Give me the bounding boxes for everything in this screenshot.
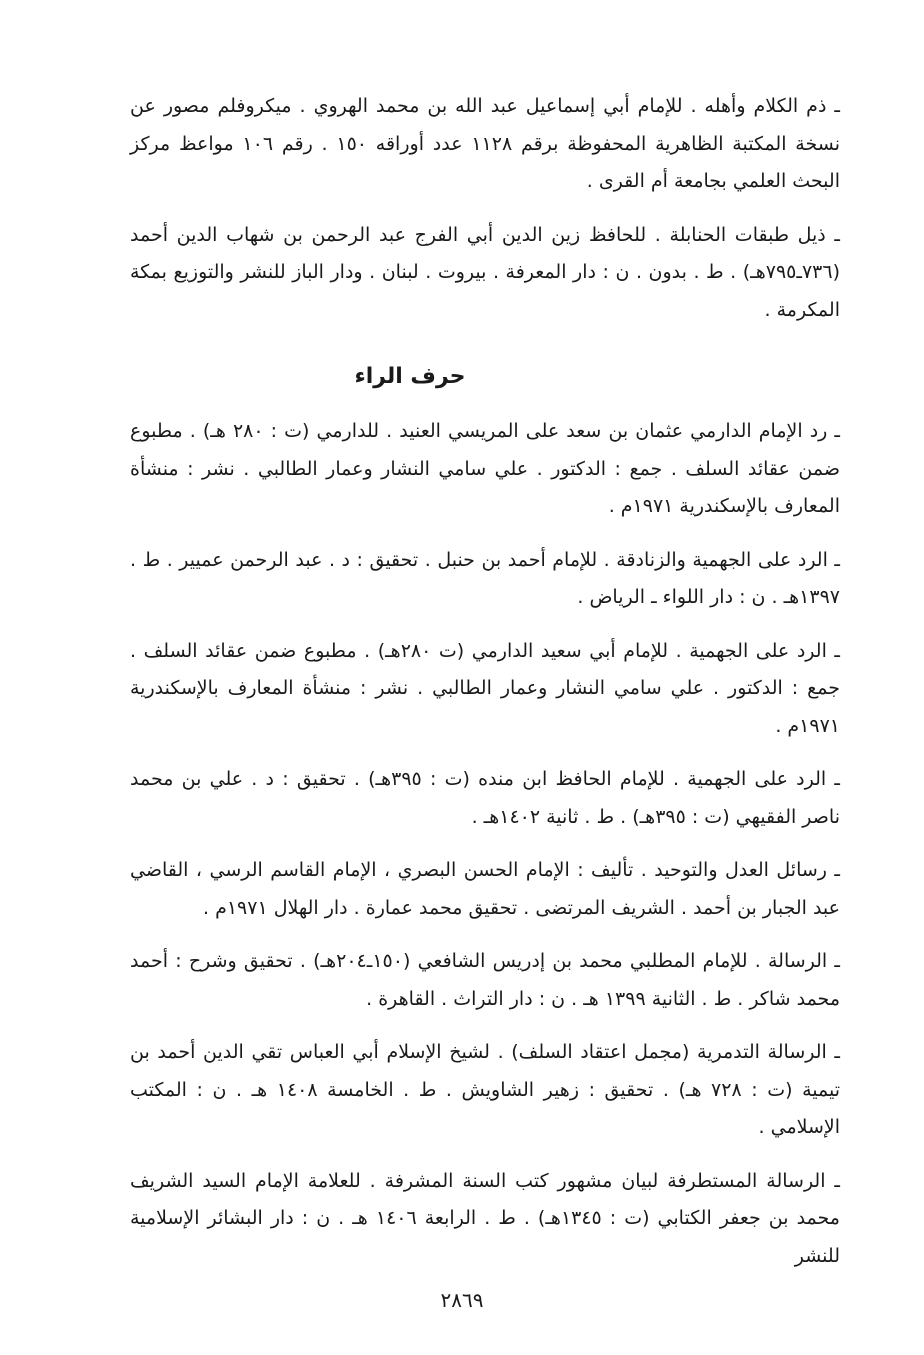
bibliography-entry: ـ الرد على الجهمية . للإمام أبي سعيد الدارمي (ت ٢٨٠هـ) . مطبوع ضمن عقائد السلف . جمع : الدكتور . علي سامي النشار وعمار الطالبي . نشر : منشأة المعارف بالإسكندرية ١٩٧١م . [130, 639, 840, 737]
bibliography-entry: ـ الرسالة المستطرفة لبيان مشهور كتب السنة المشرفة . للعلامة الإمام السيد الشريف محمد بن جعفر الكتابي (ت : ١٣٤٥هـ) . ط . الرابعة ١٤٠٦ هـ . ن : دار البشائر الإسلامية للنشر [130, 1169, 840, 1267]
bibliography-entry: ـ رد الإمام الدارمي عثمان بن سعد على المريسي العنيد . للدارمي (ت : ٢٨٠ هـ) . مطبوع ضمن عقائد السلف . جمع : الدكتور . علي سامي النشار وعمار الطالبي . نشر : منشأة المعارف بالإسكندرية ١٩٧١م . [130, 420, 840, 517]
bibliography-entry: ـ الرد على الجهمية والزنادقة . للإمام أحمد بن حنبل . تحقيق : د . عبد الرحمن عميير . ط . ١٣٩٧هـ . ن : دار اللواء ـ الرياض . [130, 548, 840, 608]
bibliography-entry: ـ الرد على الجهمية . للإمام الحافظ ابن منده (ت : ٣٩٥هـ) . تحقيق : د . علي بن محمد ناصر الفقيهي (ت : ٣٩٥هـ) . ط . ثانية ١٤٠٢هـ . [130, 768, 840, 828]
page-number: ٢٨٦٩ [440, 1288, 484, 1312]
bibliography-entry: ـ الرسالة . للإمام المطلبي محمد بن إدريس الشافعي (١٥٠ـ٢٠٤هـ) . تحقيق وشرح : أحمد محمد شاكر . ط . الثانية ١٣٩٩ هـ . ن : دار التراث . القاهرة . [130, 950, 840, 1010]
bibliography-entry: ـ ذيل طبقات الحنابلة . للحافظ زين الدين أبي الفرج عبد الرحمن بن شهاب الدين أحمد (٧٣٦ـ٧٩٥هـ) . ط . بدون . ن : دار المعرفة . بيروت . لبنان . ودار الباز للنشر والتوزيع بمكة المكرمة . [130, 223, 840, 321]
bibliography-entry: ـ الرسالة التدمرية (مجمل اعتقاد السلف) . لشيخ الإسلام أبي العباس تقي الدين أحمد بن تيمية (ت : ٧٢٨ هـ) . تحقيق : زهير الشاويش . ط . الخامسة ١٤٠٨ هـ . ن : المكتب الإسلامي . [130, 1041, 840, 1138]
page-body [130, 88, 840, 1275]
bibliography-entry: ـ ذم الكلام وأهله . للإمام أبي إسماعيل عبد الله بن محمد الهروي . ميكروفلم مصور عن نسخة المكتبة الظاهرية المحفوظة برقم ١١٢٨ عدد أوراقه ١٥٠ . رقم ١٠٦ مواعظ مركز البحث العلمي بجامعة أم القرى . [130, 95, 840, 192]
section-heading: حرف الراء [354, 364, 466, 389]
bibliography-entry: ـ رسائل العدل والتوحيد . تأليف : الإمام الحسن البصري ، الإمام القاسم الرسي ، القاضي عبد الجبار بن أحمد . الشريف المرتضى . تحقيق محمد عمارة . دار الهلال ١٩٧١م . [130, 859, 840, 919]
